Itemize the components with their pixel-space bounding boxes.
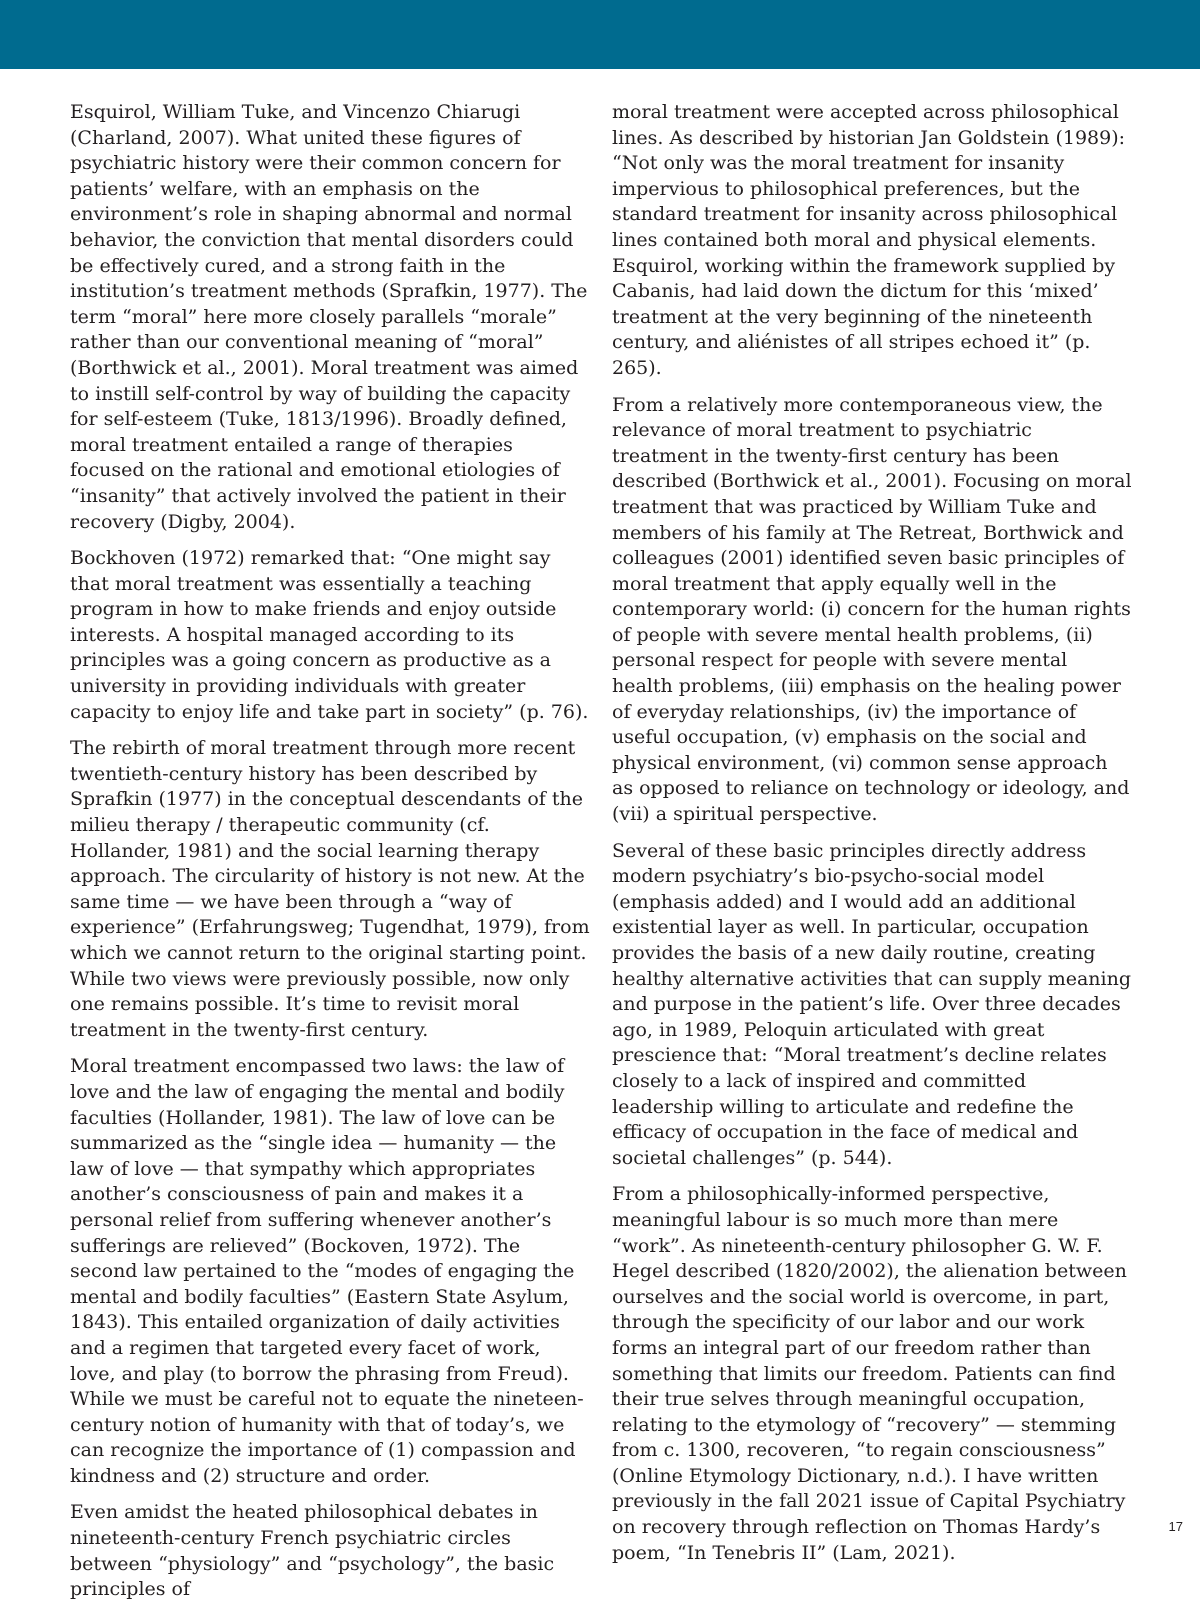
paragraph: Esquirol, William Tuke, and Vincenzo Chiarugi (Charland, 2007). What united these figures of psychiatric history were their common concern for patients’ welfare, with an emphasis on the environment’s role in shaping abnormal and normal behavior, the conviction that mental disorders could be effectively cured, and a strong faith in the institution’s treatment methods (Sprafkin, 1977). The term “moral” here more closely parallels “morale” rather than our conventional meaning of “moral” (Borthwick et al., 2001). Moral treatment was aimed to instill self-control by way of building the capacity for self-esteem (Tuke, 1813/1996). Broadly defined, moral treatment entailed a range of therapies focused on the rational and emotional etiologies of “insanity” that actively involved the patient in their recovery (Digby, 2004). [70, 101, 588, 533]
left-column [70, 100, 590, 1614]
paragraph: Moral treatment encompassed two laws: the law of love and the law of engaging the mental and bodily faculties (Hollander, 1981). The law of love can be summarized as the “single idea — humanity — the law of love — that sympathy which appropriates another’s consciousness of pain and makes it a personal relief from suffering whenever another’s sufferings are relieved” (Bockoven, 1972). The second law pertained to the “modes of engaging the mental and bodily faculties” (Eastern State Asylum, 1843). This entailed organization of daily activities and a regimen that targeted every facet of work, love, and play (to borrow the phrasing from Freud). While we must be careful not to equate the nineteen-century notion of humanity with that of today’s, we can recognize the importance of (1) compassion and kindness and (2) structure and order. [70, 1055, 584, 1487]
paragraph: Several of these basic principles directly address modern psychiatry’s bio-psycho-social model (emphasis added) and I would add an additional existential layer as well. In particular, occupation provides the basis of a new daily routine, creating healthy alternative activities that can supply meaning and purpose in the patient’s life. Over three decades ago, in 1989, Peloquin articulated with great prescience that: “Moral treatment’s decline relates closely to a lack of inspired and committed leadership willing to articulate and redefine the efficacy of occupation in the face of medical and societal challenges” (p. 544). [612, 839, 1132, 1169]
header-bar [0, 0, 1200, 69]
paragraph: Bockhoven (1972) remarked that: “One might say that moral treatment was essentially a teaching program in how to make friends and enjoy outside interests. A hospital managed according to its principles was a going concern as productive as a university in providing individuals with greater capacity to enjoy life and take part in society” (p. 76). [70, 547, 589, 723]
paragraph: moral treatment were accepted across philosophical lines. As described by historian Jan Goldstein (1989): “Not only was the moral treatment for insanity impervious to philosophical preferences, but the standard treatment for insanity across philosophical lines contained both moral and physical elements. Esquirol, working within the framework supplied by Cabanis, had laid down the dictum for this ‘mixed’ treatment at the very beginning of the nineteenth century, and aliénistes of all stripes echoed it” (p. 265). [612, 101, 1126, 379]
paragraph: The rebirth of moral treatment through more recent twentieth-century history has been described by Sprafkin (1977) in the conceptual descendants of the milieu therapy / therapeutic community (cf. Hollander, 1981) and the social learning therapy approach. The circularity of history is not new. At the same time — we have been through a “way of experience” (Erfahrungsweg; Tugendhat, 1979), from which we cannot return to the original starting point. While two views were previously possible, now only one remains possible. It’s time to revisit moral treatment in the twenty-first century. [70, 737, 590, 1041]
paragraph: From a relatively more contemporaneous view, the relevance of moral treatment to psychiatric treatment in the twenty-first century has been described (Borthwick et al., 2001). Focusing on moral treatment that was practiced by William Tuke and members of his family at The Retreat, Borthwick and colleagues (2001) identified seven basic principles of moral treatment that apply equally well in the contemporary world: (i) concern for the human rights of people with severe mental health problems, (ii) personal respect for people with severe mental health problems, (iii) emphasis on the healing power of everyday relationships, (iv) the importance of useful occupation, (v) emphasis on the social and physical environment, (vi) common sense approach as opposed to reliance on technology or ideology, and (vii) a spiritual perspective. [612, 393, 1132, 826]
right-column [612, 100, 1132, 1577]
paragraph: From a philosophically-informed perspective, meaningful labour is so much more than mere “work”. As nineteenth-century philosopher G. W. F. Hegel described (1820/2002), the alienation between ourselves and the social world is overcome, in part, through the specificity of our labor and our work forms an integral part of our freedom rather than something that limits our freedom. Patients can find their true selves through meaningful occupation, relating to the etymology of “recovery” — stemming from c. 1300, recoveren, “to regain consciousness” (Online Etymology Dictionary, n.d.). I have written previously in the fall 2021 issue of Capital Psychiatry on recovery through reflection on Thomas Hardy’s poem, “In Tenebris II” (Lam, 2021). [612, 1183, 1127, 1564]
page-number: 17 [1168, 1519, 1183, 1534]
paragraph: Even amidst the heated philosophical debates in nineteenth-century French psychiatric circles between “physiology” and “psychology”, the basic principles of [70, 1501, 555, 1601]
